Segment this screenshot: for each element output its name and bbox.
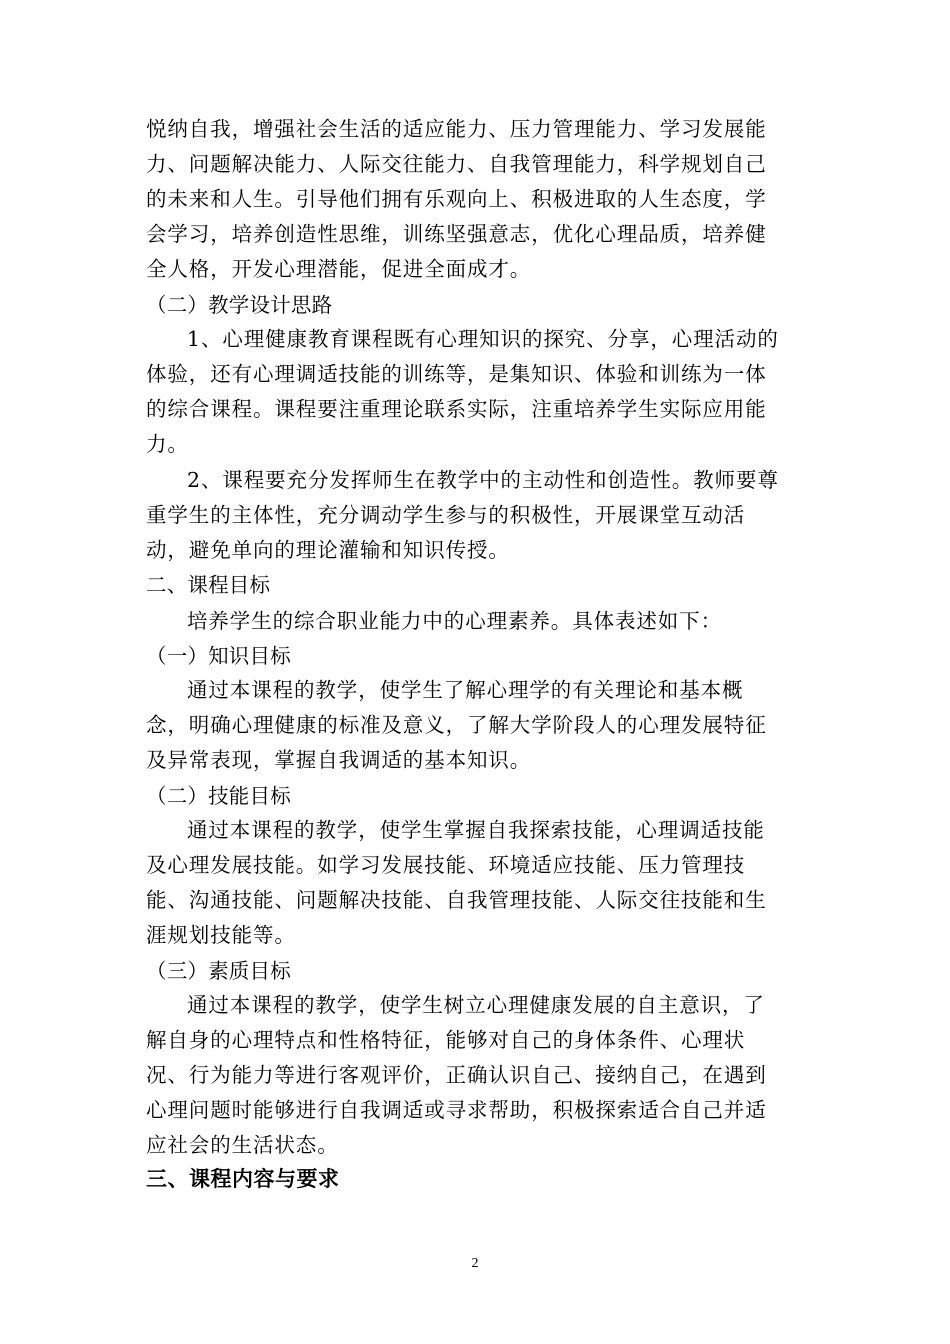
section-heading-bold: 三、课程内容与要求 [146,1167,340,1191]
subsection-heading: （三）素质目标 [146,959,291,983]
body-text-line: 心理问题时能够进行自我调适或寻求帮助，积极探索适合自己并适 [146,1098,767,1122]
body-text-line: 应社会的生活状态。 [146,1133,339,1157]
paragraph-first-line: 2、课程要充分发挥师生在教学中的主动性和创造性。教师要尊 [187,468,779,492]
body-text-line: 况、行为能力等进行客观评价，正确认识自己、接纳自己，在遇到 [146,1063,767,1087]
body-text-line: 力、问题解决能力、人际交往能力、自我管理能力，科学规划自己 [146,152,767,176]
body-text-line: 涯规划技能等。 [146,923,296,947]
paragraph-first-line: 通过本课程的教学，使学生树立心理健康发展的自主意识，了 [187,993,765,1017]
section-heading: 二、课程目标 [146,573,271,597]
body-text-line: 力。 [146,432,189,456]
body-text-line: 悦纳自我，增强社会生活的适应能力、压力管理能力、学习发展能 [146,117,767,141]
subsection-heading: （一）知识目标 [146,644,291,668]
paragraph-first-line: 培养学生的综合职业能力中的心理素养。具体表述如下： [187,609,722,633]
paragraph-first-line: 通过本课程的教学，使学生掌握自我探索技能，心理调适技能 [187,818,765,842]
paragraph-first-line: 通过本课程的教学，使学生了解心理学的有关理论和基本概 [187,678,744,702]
subsection-heading: （二）技能目标 [146,784,291,808]
page-number: 2 [471,1256,479,1271]
body-text-line: 全人格，开发心理潜能，促进全面成才。 [146,257,532,281]
paragraph-first-line: 1、心理健康教育课程既有心理知识的探究、分享，心理活动的 [187,327,779,351]
subsection-heading: （二）教学设计思路 [146,293,333,317]
body-text-line: 能、沟通技能、问题解决技能、自我管理技能、人际交往技能和生 [146,888,767,912]
body-text-line: 重学生的主体性，充分调动学生参与的积极性，开展课堂互动活 [146,503,746,527]
body-text-line: 及心理发展技能。如学习发展技能、环境适应技能、压力管理技 [146,853,746,877]
body-text-line: 会学习，培养创造性思维，训练坚强意志，优化心理品质，培养健 [146,222,767,246]
body-text-line: 念，明确心理健康的标准及意义，了解大学阶段人的心理发展特征 [146,713,767,737]
body-text-line: 体验，还有心理调适技能的训练等，是集知识、体验和训练为一体 [146,362,767,386]
body-text-line: 的综合课程。课程要注重理论联系实际，注重培养学生实际应用能 [146,397,767,421]
body-text-line: 的未来和人生。引导他们拥有乐观向上、积极进取的人生态度，学 [146,187,767,211]
body-text-line: 解自身的心理特点和性格特征，能够对自己的身体条件、心理状 [146,1028,746,1052]
body-text-line: 动，避免单向的理论灌输和知识传授。 [146,538,510,562]
body-text-line: 及异常表现，掌握自我调适的基本知识。 [146,748,532,772]
